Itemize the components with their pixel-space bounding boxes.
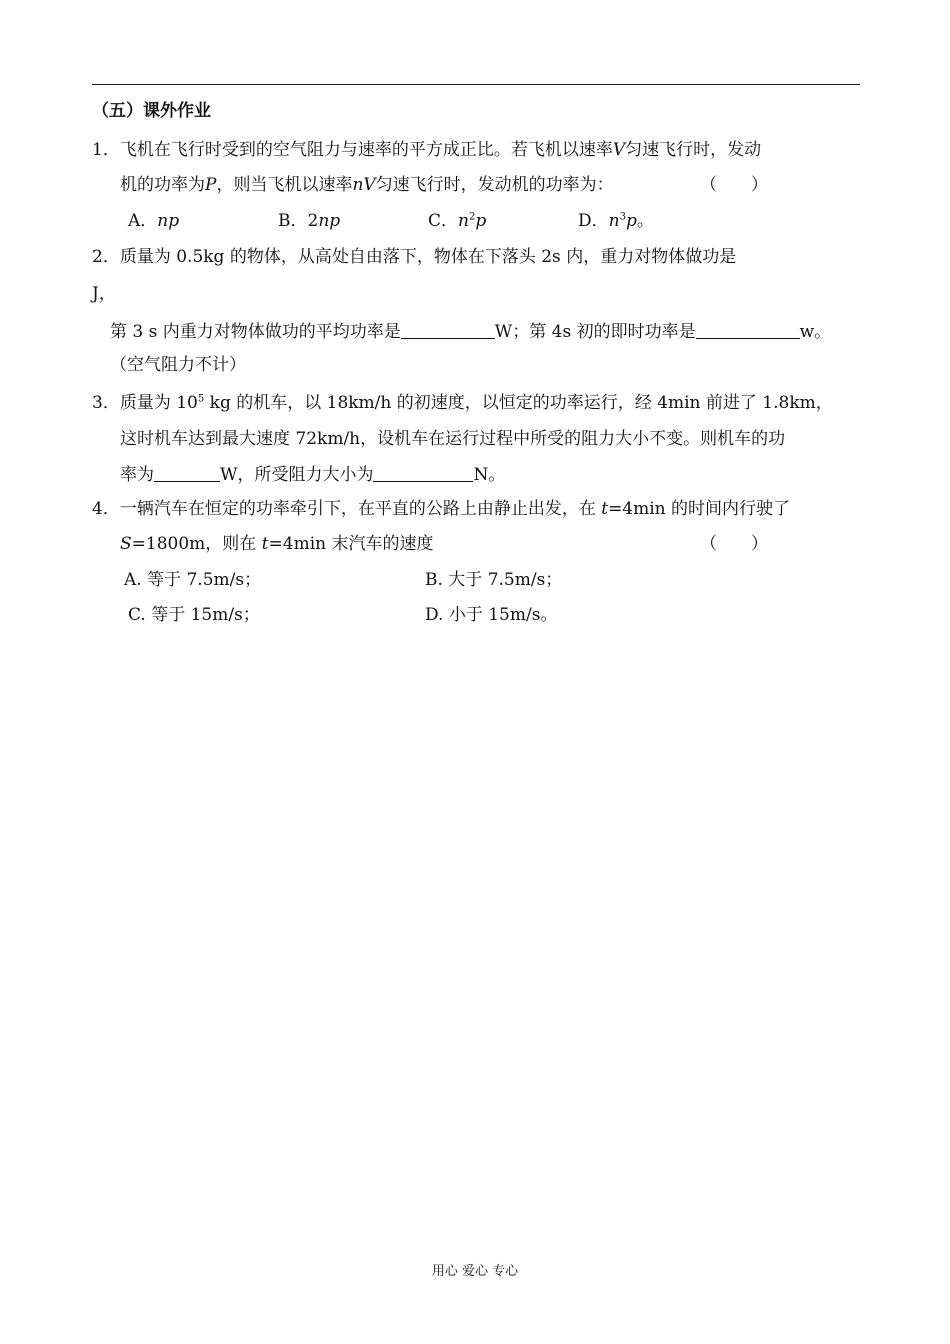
q1-var-v: V xyxy=(612,140,626,160)
q1-line2 xyxy=(120,174,614,196)
q3-text: kg 的机车，以 18km/h 的初速度，以恒定的功率运行，经 4min 前进了 1.8km， xyxy=(204,393,833,413)
q2-line3 xyxy=(110,321,831,343)
q1-text: 匀速飞行时，发动机的功率为： xyxy=(375,175,614,195)
q3-blank-resistance[interactable] xyxy=(373,465,473,482)
q3-text: N。 xyxy=(473,465,506,485)
q3-text: 率为 xyxy=(120,465,154,485)
q1-var-nv: nV xyxy=(352,175,376,195)
q1-option-c xyxy=(428,210,486,232)
q4-var-t: t xyxy=(261,534,269,554)
option-label: C． xyxy=(428,211,459,231)
q2-text: w。 xyxy=(799,322,832,342)
option-label: A． xyxy=(128,211,158,231)
header-rule xyxy=(92,84,860,85)
q2-line2: J， xyxy=(92,284,116,304)
q1-text: ，则当飞机以速率 xyxy=(216,175,353,195)
option-value: p xyxy=(475,211,487,231)
q4-line2 xyxy=(120,533,434,555)
q4-var-t: t xyxy=(601,499,609,519)
q1-option-d xyxy=(578,210,654,232)
q2-blank-instant-power[interactable] xyxy=(696,322,800,339)
q4-text: =1800m，则在 xyxy=(131,534,262,554)
q3-exponent: 5 xyxy=(197,393,205,405)
q1-text-tail: 匀速飞行时，发动 xyxy=(625,140,762,160)
option-label: B．2 xyxy=(278,211,319,231)
q4-option-b: B. 大于 7.5m/s； xyxy=(425,570,563,590)
q4-text: =4min 的时间内行驶了 xyxy=(608,499,791,519)
q1-text: 机的功率为 xyxy=(120,175,205,195)
option-value: n xyxy=(458,211,469,231)
q4-option-d: D. 小于 15m/s。 xyxy=(425,605,558,625)
option-label: D． xyxy=(578,211,609,231)
option-exponent: 3 xyxy=(619,211,626,223)
q4-option-c: C. 等于 15m/s； xyxy=(128,605,260,625)
q4-var-s: S xyxy=(120,534,132,554)
q3-line3 xyxy=(120,464,505,486)
q1-var-p: P xyxy=(205,175,217,195)
option-end: 。 xyxy=(636,211,654,231)
q3-line2: 这时机车达到最大速度 72km/h，设机车在运行过程中所受的阻力大小不变。则机车的功 xyxy=(120,429,786,449)
option-value: np xyxy=(318,211,341,231)
q1-answer-paren: （ ） xyxy=(700,175,768,195)
q1-option-a xyxy=(128,210,179,232)
q1-option-b xyxy=(278,210,340,232)
q3-line1 xyxy=(92,392,833,414)
q2-text: 第 3 s 内重力对物体做功的平均功率是 xyxy=(110,322,401,342)
q4-option-a: A. 等于 7.5m/s； xyxy=(124,570,262,590)
q3-blank-power[interactable] xyxy=(154,465,220,482)
q4-answer-paren: （ ） xyxy=(700,534,768,554)
option-value: p xyxy=(625,211,637,231)
q3-text: 3．质量为 10 xyxy=(92,393,198,413)
q4-line1 xyxy=(92,498,790,520)
option-exponent: 2 xyxy=(468,211,476,223)
q3-text: W，所受阻力大小为 xyxy=(220,465,374,485)
q4-text: =4min 末汽车的速度 xyxy=(268,534,434,554)
q1-line1 xyxy=(92,139,761,161)
q2-line4: （空气阻力不计） xyxy=(110,355,246,375)
q2-text: W；第 4s 初的即时功率是 xyxy=(494,322,696,342)
option-value: np xyxy=(157,211,180,231)
section-title: （五）课外作业 xyxy=(92,101,211,121)
q4-text: 4．一辆汽车在恒定的功率牵引下，在平直的公路上由静止出发，在 xyxy=(92,499,602,519)
q1-text: 1．飞机在飞行时受到的空气阻力与速率的平方成正比。若飞机以速率 xyxy=(92,140,613,160)
q2-line1: 2．质量为 0.5kg 的物体，从高处自由落下，物体在下落头 2s 内，重力对物体做功是 xyxy=(92,247,737,267)
option-value: n xyxy=(608,211,620,231)
q2-blank-avg-power[interactable] xyxy=(401,322,495,339)
page-footer: 用心 爱心 专心 xyxy=(431,1264,519,1279)
